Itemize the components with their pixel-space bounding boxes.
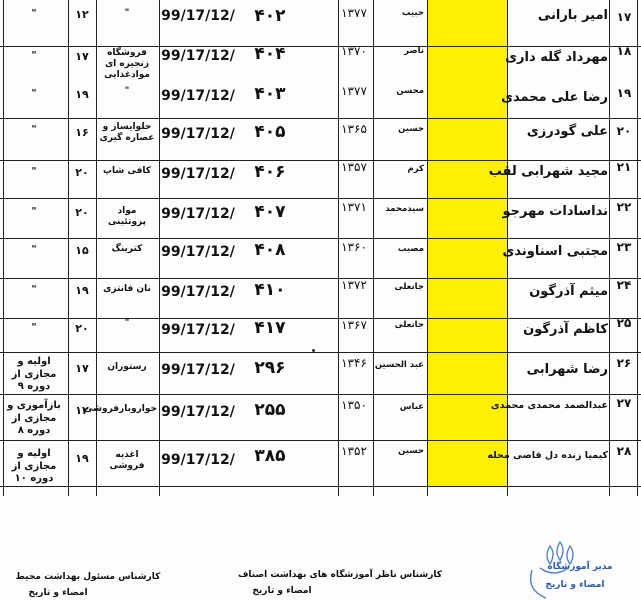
issue-date: 99/17/12/ <box>161 126 235 142</box>
birth-year: ۱۳۷۰ <box>341 44 367 58</box>
certificate-code: ۴۰۸ <box>254 240 286 260</box>
birth-year: ۱۳۷۷ <box>341 84 367 98</box>
row-number: ۱۸ <box>616 44 632 58</box>
row-number: ١٩ <box>616 86 632 100</box>
business-type: حلوایساز و عصاره گیری <box>99 122 155 143</box>
birth-year: ۱۳۵۷ <box>341 160 367 174</box>
business-type: " <box>124 318 130 328</box>
score: ۲۰ <box>75 166 89 179</box>
row-number: ۲۳ <box>616 240 632 254</box>
birth-year: ۱۳۷۲ <box>341 278 367 292</box>
score: ۱۷ <box>75 362 89 375</box>
row-number: ۲۸ <box>616 444 632 458</box>
course-note: " <box>31 50 37 61</box>
birth-year: ۱۳۷۷ <box>341 6 367 20</box>
father-name: حسین <box>398 124 424 134</box>
father-name: حسین <box>398 446 424 456</box>
person-name: نداسادات مهرجو <box>502 204 608 219</box>
score: ۱۶ <box>75 126 89 139</box>
business-type: کترینگ <box>111 244 143 254</box>
row-divider <box>0 46 641 47</box>
table-border-right <box>637 0 638 496</box>
row-divider <box>0 278 641 279</box>
score: ۲۰ <box>75 206 89 219</box>
row-number: ۲۵ <box>616 316 632 330</box>
person-name: رضا شهرابی <box>526 362 608 377</box>
person-name: مجید شهرابی لقب <box>488 164 608 179</box>
row-divider <box>0 394 641 395</box>
father-name: محسن <box>396 86 424 96</box>
col-divider <box>427 0 428 496</box>
score: ۱۹ <box>75 88 89 101</box>
col-divider <box>609 0 610 496</box>
course-note: " <box>31 88 37 99</box>
course-note: " <box>31 322 37 333</box>
certificate-code: ۴۰۴ <box>254 44 286 64</box>
father-name: عباس <box>399 402 424 412</box>
father-name: حبیب <box>401 8 424 18</box>
row-number: ۲۱ <box>616 160 632 174</box>
row-number: ۲۷ <box>616 396 632 410</box>
issue-date: 99/17/12/ <box>161 8 235 24</box>
footer-center-title: کارشناس ناظر آموزشگاه های بهداشت اصناف <box>237 570 442 580</box>
row-number: ۲۲ <box>616 200 632 214</box>
course-note: " <box>31 124 37 135</box>
certificate-code: ۴۰۳ <box>254 84 286 104</box>
certificate-code: ۲۹۶ <box>254 358 286 378</box>
birth-year: ۱۳۷۱ <box>341 200 367 214</box>
issue-date: 99/17/12/ <box>161 284 235 300</box>
father-name: جانعلی <box>394 320 424 330</box>
score: ۲۰ <box>75 322 89 335</box>
certificate-code: ۴۰۶ <box>254 162 286 182</box>
score: ۱۲ <box>75 8 89 21</box>
father-name: ناصر <box>404 46 424 56</box>
row-number: ١٧ <box>616 10 632 24</box>
score: ۱۹ <box>75 284 89 297</box>
father-name: سیدمحمد <box>385 204 424 214</box>
birth-year: ۱۳۵۰ <box>341 398 367 412</box>
business-type: رستوران <box>107 362 147 372</box>
row-divider <box>0 160 641 161</box>
course-note: بازآموزی و مجازی از دوره ۸ <box>7 400 61 436</box>
person-name: کاظم آذرگون <box>523 322 608 337</box>
birth-year: ۱۳۶۷ <box>341 318 367 332</box>
issue-date: 99/17/12/ <box>161 322 235 338</box>
row-number: ۲۶ <box>616 356 632 370</box>
footer-right-title: مدیر آموزشگاه <box>547 562 613 572</box>
certificate-code: ۴۰۲ <box>254 6 286 26</box>
course-note: " <box>31 284 37 295</box>
business-type: اغذیه فروشی <box>109 450 145 471</box>
business-type: " <box>124 8 130 18</box>
row-divider <box>0 440 641 441</box>
row-number: ۲۰ <box>616 124 632 138</box>
course-note: " <box>31 166 37 177</box>
birth-year: ۱۳۶۰ <box>341 240 367 254</box>
person-name: علی گودرزی <box>526 124 608 139</box>
certificate-code: ۲۵۵ <box>254 400 286 420</box>
person-name: میثم آذرگون <box>529 284 608 299</box>
birth-year: ۱۳۶۵ <box>341 122 367 136</box>
footer-center-sign: امضاء و تاریخ <box>252 586 312 596</box>
score: ۱۲ <box>75 404 89 417</box>
issue-date: 99/17/12/ <box>161 206 235 222</box>
business-type: خواروبارفروشی <box>84 404 157 414</box>
business-type: " <box>124 86 130 96</box>
course-note: " <box>31 206 37 217</box>
certificate-code: ۴۰۵ <box>254 122 286 142</box>
business-type: مواد پروتئینی <box>107 206 147 227</box>
footer-right-sign: امضاء و تاریخ <box>545 580 605 590</box>
row-divider <box>0 198 641 199</box>
person-name: عبدالصمد محمدی محمدی <box>490 400 608 411</box>
row-divider <box>0 352 641 353</box>
redaction-highlight <box>427 0 507 486</box>
row-divider <box>0 238 641 239</box>
table-border-bottom <box>0 486 641 487</box>
business-type: فروشگاه زنجیره ای موادغذایی <box>104 48 150 80</box>
row-divider <box>0 118 641 119</box>
business-type: نان فانتزی <box>103 284 151 294</box>
col-divider <box>68 0 69 496</box>
birth-year: ۱۳۵۲ <box>341 444 367 458</box>
score: ۱۹ <box>75 452 89 465</box>
business-type: کافی شاپ <box>102 166 152 176</box>
footer-left-title: کارشناس مسئول بهداشت محیط <box>15 572 161 582</box>
person-name: رضا علی محمدی <box>501 90 608 105</box>
score: ۱۷ <box>75 50 89 63</box>
row-number: ۲۴ <box>616 278 632 292</box>
father-name: مصیب <box>397 244 424 254</box>
certificate-code: ۳۸۵ <box>254 446 286 466</box>
person-name: مهرداد گله داری <box>505 50 608 65</box>
issue-date: 99/17/12/ <box>161 48 235 64</box>
ink-dot <box>312 349 315 352</box>
issue-date: 99/17/12/ <box>161 166 235 182</box>
issue-date: 99/17/12/ <box>161 362 235 378</box>
course-note: " <box>31 244 37 255</box>
course-note: اولیه و مجازی از دوره ۱۰ <box>11 448 57 484</box>
person-name: کیمیا زنده دل قاضی محله <box>487 450 608 461</box>
certificate-code: ۴۰۷ <box>254 202 286 222</box>
score: ۱۵ <box>75 244 89 257</box>
certificate-code: ۴۱۷ <box>254 318 286 338</box>
father-name: کرم <box>407 164 424 174</box>
father-name: جانعلی <box>394 282 424 292</box>
course-note: " <box>31 8 37 19</box>
birth-year: ۱۳۴۶ <box>341 356 367 370</box>
issue-date: 99/17/12/ <box>161 452 235 468</box>
person-name: مجتبی اسناوندی <box>502 244 608 259</box>
issue-date: 99/17/12/ <box>161 244 235 260</box>
issue-date: 99/17/12/ <box>161 88 235 104</box>
certificate-code: ۴۱۰ <box>254 280 286 300</box>
course-note: اولیه و مجازی از دوره ۹ <box>11 356 57 392</box>
issue-date: 99/17/12/ <box>161 404 235 420</box>
father-name: عبد الحسین <box>374 360 424 370</box>
footer-left-sign: امضاء و تاریخ <box>28 588 88 598</box>
person-name: امیر بارانی <box>537 8 608 23</box>
